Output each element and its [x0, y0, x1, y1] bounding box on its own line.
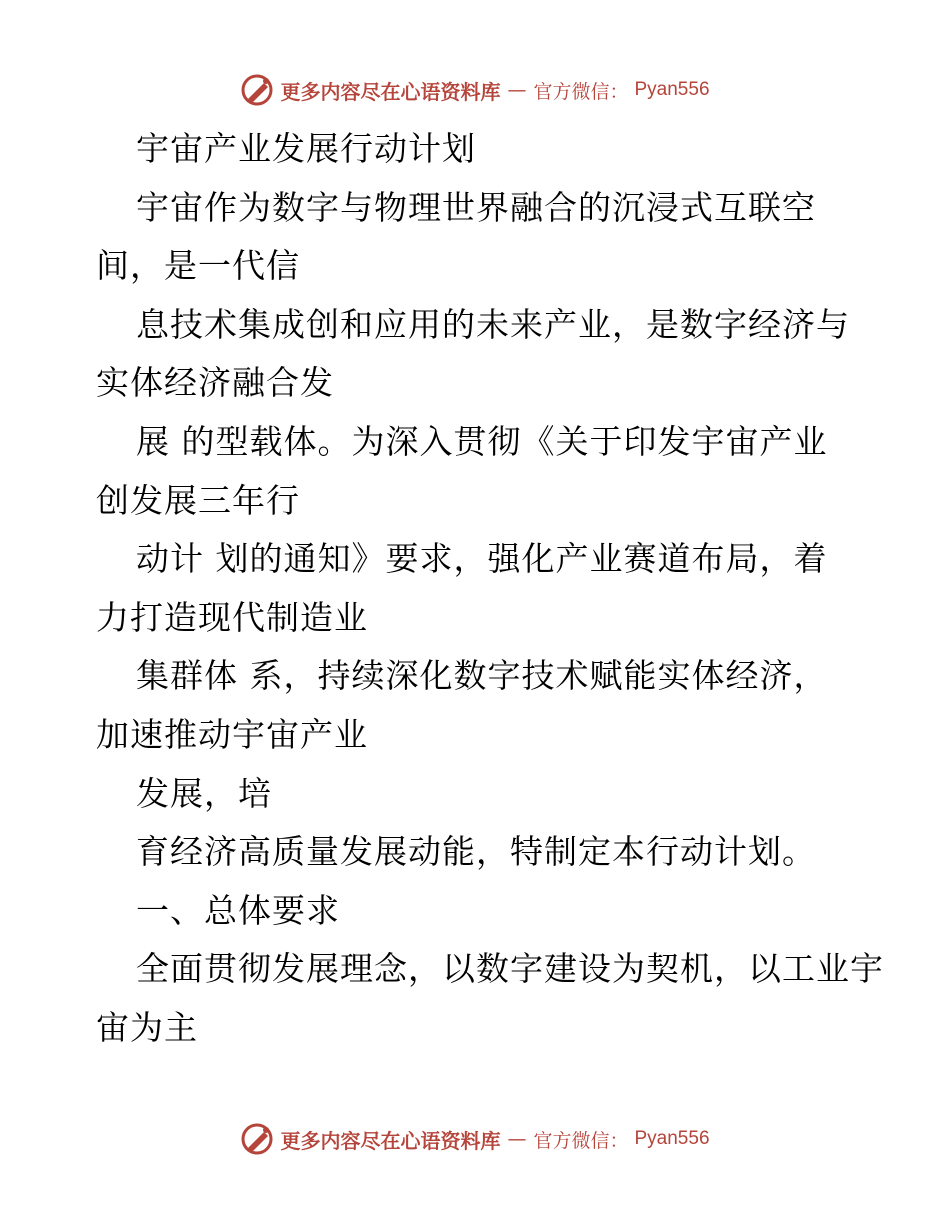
text-line: 宇宙产业发展行动计划: [136, 129, 476, 168]
header-watermark-banner: [0, 68, 950, 112]
text-line: 息技术集成创和应用的未来产业，是数字经济与: [136, 304, 850, 344]
watermark-text: 更多内容尽在心语资料库: [280, 79, 501, 104]
text-line: 实体经济融合发: [96, 363, 334, 403]
document-body: [96, 120, 884, 1058]
pen-logo-icon: [240, 1122, 274, 1156]
pen-logo-icon: [240, 73, 274, 107]
watermark-separator: —: [507, 1128, 527, 1150]
text-line: 全面贯彻发展理念，以数字建设为契机，以工业宇: [136, 949, 884, 989]
text-line: 宇宙作为数字与物理世界融合的沉浸式互联空: [136, 187, 816, 227]
text-line: 间，是一代信: [96, 246, 300, 286]
watermark-wechat-label: 官方微信：: [533, 1129, 629, 1152]
text-line: 宙为主: [96, 1007, 198, 1047]
text-line: 集群体 系，持续深化数字技术赋能实体经济，: [136, 656, 828, 696]
text-line: 育经济高质量发展动能，特制定本行动计划。: [136, 832, 816, 872]
text-line: 加速推动宇宙产业: [96, 714, 368, 754]
watermark-wechat-id: Pyan556: [634, 79, 710, 100]
text-line: 发展，培: [136, 773, 272, 813]
text-line: 动计 划的通知》要求，强化产业赛道布局，着: [136, 539, 828, 579]
text-line: 一、总体要求: [136, 890, 340, 930]
watermark-wechat-label: 官方微信：: [533, 80, 629, 103]
watermark-wechat-id: Pyan556: [634, 1128, 710, 1149]
watermark-text: 更多内容尽在心语资料库: [280, 1128, 501, 1153]
text-line: 展 的型载体。为深入贯彻《关于印发宇宙产业: [136, 421, 828, 461]
text-line: 力打造现代制造业: [96, 597, 368, 637]
footer-watermark-banner: [0, 1117, 950, 1161]
watermark-separator: —: [507, 79, 527, 101]
text-line: 创发展三年行: [96, 480, 300, 520]
